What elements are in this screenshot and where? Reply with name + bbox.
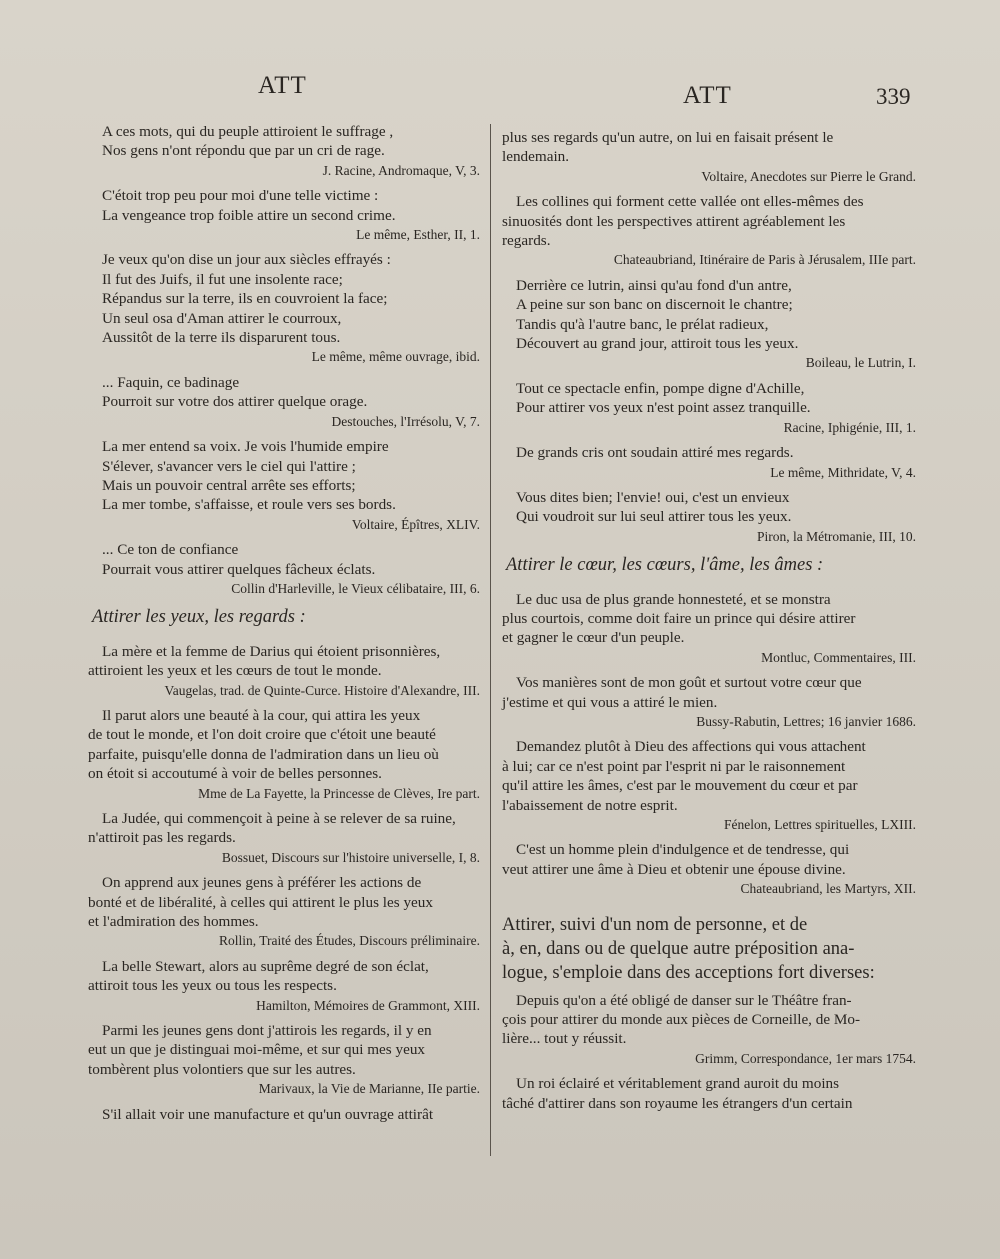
- text-line: parfaite, puisqu'elle donna de l'admiration dans un lieu où: [88, 745, 439, 763]
- text-line: regards.: [502, 232, 551, 250]
- prose_cont-block: [502, 128, 916, 186]
- text-line: Pourrait vous attirer quelques fâcheux éclats.: [102, 560, 376, 578]
- citation: Boileau, le Lutrin, I.: [805, 355, 916, 371]
- prose-block: [88, 873, 480, 951]
- text-line: Derrière ce lutrin, ainsi qu'au fond d'un antre,: [516, 276, 792, 294]
- column-rule: [490, 124, 491, 1156]
- text-line: lière... tout y réussit.: [502, 1030, 627, 1048]
- text-line: Il parut alors une beauté à la cour, qui attira les yeux: [102, 706, 421, 724]
- citation: Le même, même ouvrage, ibid.: [311, 349, 480, 365]
- text-line: ... Ce ton de confiance: [102, 541, 239, 559]
- text-line: Demandez plutôt à Dieu des affections qui vous attachent: [516, 738, 866, 756]
- text-line: Un roi éclairé et véritablement grand auroit du moins: [516, 1075, 840, 1093]
- text-line: plus courtois, comme doit faire un prince qui désire attirer: [502, 609, 856, 627]
- text-line: Parmi les jeunes gens dont j'attirois les regards, il y en: [102, 1022, 432, 1040]
- verse-block: [502, 276, 916, 373]
- text-line: A peine sur son banc on discernoit le chantre;: [516, 296, 793, 314]
- verse-block: [88, 437, 480, 534]
- text-line: bonté et de libéralité, à celles qui attirent le plus les yeux: [88, 893, 433, 911]
- text-line: çois pour attirer du monde aux pièces de Corneille, de Mo-: [502, 1011, 861, 1029]
- text-line: S'il allait voir une manufacture et qu'un ouvrage attirât: [102, 1105, 434, 1123]
- text-line: Le duc usa de plus grande honnesteté, et se monstra: [516, 590, 831, 608]
- text-line: La mer entend sa voix. Je vois l'humide empire: [102, 438, 389, 456]
- text-line: S'élever, s'avancer vers le ciel qui l'attire ;: [102, 457, 356, 475]
- verse-block: [502, 488, 916, 546]
- verse-block: [88, 186, 480, 244]
- prose-block: [88, 642, 480, 700]
- text-line: La mer tombe, s'affaisse, et roule vers ses bords.: [102, 496, 396, 514]
- text-line: sinuosités dont les perspectives attirent agréablement les: [502, 212, 846, 230]
- citation: Grimm, Correspondance, 1er mars 1754.: [695, 1050, 916, 1066]
- section-block: [502, 913, 916, 985]
- citation: Racine, Iphigénie, III, 1.: [783, 419, 916, 435]
- text-line: C'étoit trop peu pour moi d'une telle victime :: [102, 187, 379, 205]
- text-line: attiroient les yeux et les cœurs de tout le monde.: [88, 662, 382, 680]
- prose-block: [502, 1074, 916, 1113]
- text-line: Aussitôt de la terre ils disparurent tous.: [102, 329, 341, 347]
- text-line: La belle Stewart, alors au suprême degré de son éclat,: [102, 957, 429, 975]
- text-line: Il fut des Juifs, il fut une insolente race;: [102, 270, 343, 288]
- text-line: La Judée, qui commençoit à peine à se relever de sa ruine,: [102, 810, 456, 827]
- text-line: Un seul osa d'Aman attirer le courroux,: [102, 309, 342, 327]
- text-line: Tout ce spectacle enfin, pompe digne d'Achille,: [516, 379, 805, 397]
- prose-block: [88, 809, 480, 867]
- text-line: Pourroit sur votre dos attirer quelque orage.: [102, 393, 368, 411]
- text-line: et gagner le cœur d'un peuple.: [502, 629, 685, 647]
- verse-block: [88, 122, 480, 180]
- text-line: La vengeance trop foible attire un second crime.: [102, 206, 396, 224]
- citation: Voltaire, Anecdotes sur Pierre le Grand.: [701, 168, 916, 184]
- prose-block: [88, 1021, 480, 1099]
- citation: Destouches, l'Irrésolu, V, 7.: [331, 413, 480, 429]
- prose-block: [502, 737, 916, 834]
- prose-block: [88, 706, 480, 803]
- text-line: on étoit si accoutumé à voir de belles personnes.: [88, 765, 382, 783]
- text-line: j'estime et qui vous a attiré le mien.: [502, 693, 718, 711]
- text-line: de tout le monde, et l'on doit croire que c'étoit une beauté: [88, 726, 436, 744]
- citation: Bossuet, Discours sur l'histoire universelle, I, 8.: [221, 849, 480, 865]
- verse-block: [502, 379, 916, 437]
- citation: Fénelon, Lettres spirituelles, LXIII.: [724, 817, 916, 832]
- verse-block: [88, 540, 480, 598]
- left-column: [88, 116, 480, 1124]
- citation: Montluc, Commentaires, III.: [761, 649, 916, 665]
- text-line: eut un que je distinguai moi-même, et sur qui mes yeux: [88, 1041, 426, 1059]
- prose-block: [88, 957, 480, 1015]
- section-heading: Attirer les yeux, les regards :: [92, 607, 306, 628]
- text-line: plus ses regards qu'un autre, on lui en faisait présent le: [502, 129, 834, 146]
- citation: J. Racine, Andromaque, V, 3.: [322, 162, 480, 178]
- citation: Le même, Esther, II, 1.: [356, 227, 480, 243]
- citation: Marivaux, la Vie de Marianne, IIe partie.: [258, 1081, 480, 1097]
- prose-block: [502, 192, 916, 270]
- prose-block: [502, 991, 916, 1069]
- text-line: On apprend aux jeunes gens à préférer les actions de: [102, 874, 422, 892]
- text-line: veut attirer une âme à Dieu et obtenir une épouse divine.: [502, 860, 846, 878]
- text-line: l'abaissement de notre esprit.: [502, 796, 678, 814]
- citation: Chateaubriand, Itinéraire de Paris à Jérusalem, IIIe part.: [613, 252, 916, 268]
- verse-block: [502, 443, 916, 482]
- citation: Collin d'Harleville, le Vieux célibataire, III, 6.: [231, 580, 480, 596]
- citation: Voltaire, Épîtres, XLIV.: [351, 516, 480, 532]
- text-line: De grands cris ont soudain attiré mes regards.: [516, 444, 794, 462]
- text-line: Tandis qu'à l'autre banc, le prélat radieux,: [516, 315, 769, 333]
- text-line: Vos manières sont de mon goût et surtout votre cœur que: [516, 674, 862, 692]
- text-line: à, en, dans ou de quelque autre préposition ana-: [502, 938, 855, 959]
- right-column: [502, 122, 916, 1113]
- text-line: Depuis qu'on a été obligé de danser sur le Théâtre fran-: [516, 991, 852, 1009]
- citation: Mme de La Fayette, la Princesse de Clèves, Ire part.: [198, 785, 480, 801]
- text-line: Attirer, suivi d'un nom de personne, et de: [502, 914, 808, 935]
- text-line: Les collines qui forment cette vallée ont elles-mêmes des: [516, 193, 864, 211]
- citation: Chateaubriand, les Martyrs, XII.: [740, 881, 916, 897]
- verse-block: [88, 250, 480, 366]
- text-line: logue, s'emploie dans des acceptions fort diverses:: [502, 962, 875, 983]
- text-line: Je veux qu'on dise un jour aux siècles effrayés :: [102, 251, 391, 269]
- text-line: Qui voudroit sur lui seul attirer tous les yeux.: [516, 508, 792, 526]
- text-line: Nos gens n'ont répondu que par un cri de rage.: [102, 142, 385, 160]
- citation: Hamilton, Mémoires de Grammont, XIII.: [256, 997, 480, 1013]
- prose-block: [502, 673, 916, 731]
- text-line: Mais un pouvoir central arrête ses efforts;: [102, 476, 356, 494]
- verse-block: [88, 373, 480, 431]
- running-head-left: ATT: [258, 72, 307, 99]
- text-line: Vous dites bien; l'envie! oui, c'est un envieux: [516, 488, 790, 506]
- text-line: A ces mots, qui du peuple attiroient le suffrage ,: [102, 123, 394, 140]
- text-line: attiroit tous les yeux ou tous les respects.: [88, 977, 337, 995]
- prose-block: [502, 840, 916, 898]
- page-number: 339: [876, 84, 911, 109]
- text-line: La mère et la femme de Darius qui étoient prisonnières,: [102, 642, 441, 660]
- text-line: qu'il attire les âmes, c'est par le mouvement du cœur et par: [502, 777, 858, 795]
- text-line: tombèrent plus volontiers que sur les autres.: [88, 1060, 356, 1078]
- text-line: Répandus sur la terre, ils en couvroient la face;: [102, 290, 388, 308]
- text-line: à lui; car ce n'est point par l'esprit ni par le raisonnement: [502, 757, 846, 775]
- text-line: lendemain.: [502, 148, 570, 166]
- text-line: Découvert au grand jour, attiroit tous les yeux.: [516, 335, 799, 353]
- text-line: tâché d'attirer dans son royaume les étrangers d'un certain: [502, 1094, 853, 1112]
- citation: Piron, la Métromanie, III, 10.: [757, 528, 916, 544]
- running-head-right: ATT: [683, 82, 732, 109]
- section-heading: Attirer le cœur, les cœurs, l'âme, les âmes :: [506, 555, 824, 576]
- text-line: et l'admiration des hommes.: [88, 913, 259, 931]
- citation: Bussy-Rabutin, Lettres; 16 janvier 1686.: [696, 713, 916, 729]
- text-line: Pour attirer vos yeux n'est point assez tranquille.: [516, 399, 811, 417]
- prose-block: [502, 590, 916, 668]
- citation: Le même, Mithridate, V, 4.: [770, 464, 916, 480]
- citation: Vaugelas, trad. de Quinte-Curce. Histoire d'Alexandre, III.: [164, 682, 480, 698]
- prose-block: [88, 1105, 480, 1124]
- citation: Rollin, Traité des Études, Discours préliminaire.: [219, 933, 480, 949]
- text-line: C'est un homme plein d'indulgence et de tendresse, qui: [516, 841, 850, 859]
- text-line: n'attiroit pas les regards.: [88, 829, 236, 847]
- text-line: ... Faquin, ce badinage: [102, 373, 240, 391]
